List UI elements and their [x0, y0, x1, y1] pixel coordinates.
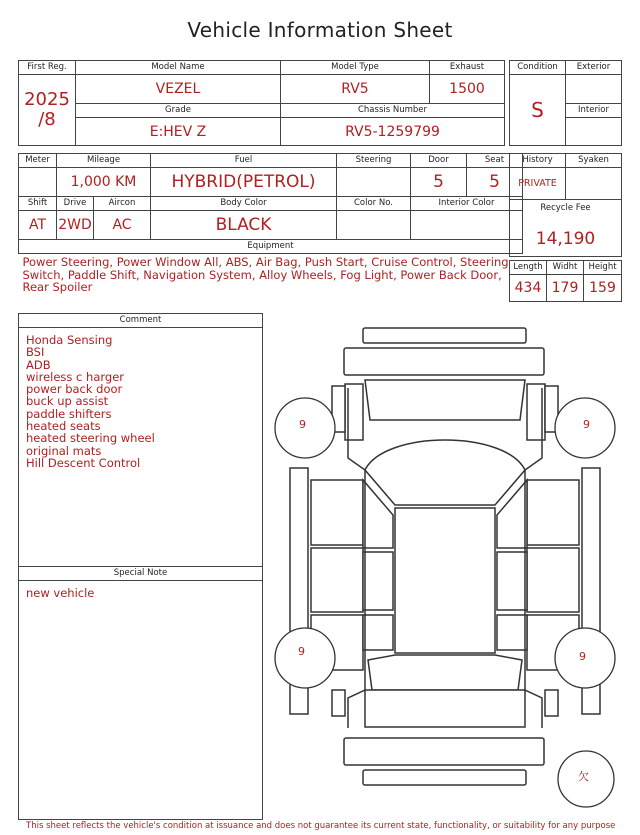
comment-line: ADB	[26, 357, 51, 372]
meter-label: Meter	[19, 154, 57, 168]
left-front-door	[311, 480, 363, 545]
recycle-fee-value: 14,190	[535, 229, 596, 249]
left-rear-glass	[363, 552, 393, 610]
equipment-value: Power Steering, Power Window All, ABS, Air Bag, Push Start, Cruise Control, Steering Switch, Paddle Shift, Navigation System, Alloy Wheels, Fog Light, Power Back Door, Rear Spoiler	[19, 254, 523, 297]
car-outline	[290, 328, 600, 785]
door-value: 5	[411, 168, 467, 197]
shift-label: Shift	[19, 197, 57, 211]
rear-fender-right-side	[545, 690, 558, 716]
left-rear-door	[311, 548, 363, 612]
height-value: 159	[584, 275, 622, 302]
fuel-label: Fuel	[151, 154, 337, 168]
roof	[395, 508, 495, 653]
left-quarter-glass	[363, 615, 393, 650]
comment-line: Honda Sensing	[26, 333, 113, 347]
special-note-value: new vehicle	[26, 586, 95, 600]
right-quarter-glass	[497, 615, 527, 650]
first-reg-label: First Reg.	[19, 61, 76, 75]
front-bumper	[344, 348, 544, 375]
sheet-title: Vehicle Information Sheet	[187, 18, 453, 42]
recycle-fee-label: Recycle Fee	[540, 203, 591, 213]
mileage-label: Mileage	[57, 154, 151, 168]
height-label: Height	[584, 261, 622, 275]
hood	[365, 380, 525, 420]
comment-line: Hill Descent Control	[26, 455, 141, 470]
chassis-number-value: RV5-1259799	[281, 118, 505, 146]
rear-fender-left-side	[332, 690, 345, 716]
length-label: Length	[510, 261, 547, 275]
equipment-label: Equipment	[19, 240, 523, 254]
rear-right-tire-mark: 9	[579, 650, 586, 663]
fuel-value: HYBRID(PETROL)	[151, 168, 337, 197]
comment-line: heated seats	[26, 419, 101, 434]
aircon-label: Aircon	[94, 197, 151, 211]
comment-line: BSI	[26, 345, 45, 360]
seat-value: 5	[467, 168, 523, 197]
first-reg-year: 2025	[24, 89, 70, 110]
rear-left-tire	[275, 628, 335, 688]
comment-line: heated steering wheel	[26, 431, 155, 446]
rear-bumper-bottom	[363, 770, 526, 785]
syaken-label: Syaken	[566, 154, 622, 168]
model-name-value: VEZEL	[76, 75, 281, 104]
comment-line: buck up assist	[26, 394, 109, 409]
back-door	[365, 690, 525, 727]
drive-value: 2WD	[57, 211, 94, 240]
front-left-tire-mark: 9	[299, 418, 306, 431]
door-label: Door	[411, 154, 467, 168]
shift-value: AT	[19, 211, 57, 240]
history-label: History	[510, 154, 566, 168]
grade-value: E:HEV Z	[76, 118, 281, 146]
exterior-label: Exterior	[566, 61, 622, 75]
rear-left-tire-mark: 9	[298, 645, 305, 658]
body-color-label: Body Color	[151, 197, 337, 211]
mileage-value: 1,000 KM	[57, 168, 151, 197]
right-rear-glass	[497, 552, 527, 610]
disclaimer-footer: This sheet reflects the vehicle's condition at issuance and does not guarantee its current state, functionality, or suitability for any purpose	[26, 821, 616, 831]
right-front-door	[527, 480, 579, 545]
seat-label: Seat	[467, 154, 523, 168]
windshield	[365, 440, 525, 505]
special-note-label: Special Note	[19, 567, 262, 581]
spare-tire-mark: 欠	[578, 770, 589, 783]
grade-label: Grade	[76, 104, 281, 118]
width-value: 179	[547, 275, 584, 302]
rear-bumper	[344, 738, 544, 765]
aircon-value: AC	[94, 211, 151, 240]
front-right-tire-mark: 9	[583, 418, 590, 431]
color-no-label: Color No.	[337, 197, 411, 211]
model-type-label: Model Type	[281, 61, 430, 75]
exhaust-value: 1500	[430, 75, 505, 104]
comment-label: Comment	[19, 314, 262, 328]
front-bumper-top	[363, 328, 526, 343]
rear-window	[368, 655, 522, 690]
history-value: PRIVATE	[510, 168, 566, 200]
length-value: 434	[510, 275, 547, 302]
comment-line: original mats	[26, 443, 102, 458]
condition-value: S	[510, 75, 566, 146]
right-rear-door	[527, 548, 579, 612]
comment-line: wireless c harger	[26, 369, 125, 384]
body-color-value: BLACK	[151, 211, 337, 240]
first-reg-month: /8	[38, 109, 56, 130]
steering-label: Steering	[337, 154, 411, 168]
condition-label: Condition	[510, 61, 566, 75]
model-name-label: Model Name	[76, 61, 281, 75]
comment-line: paddle shifters	[26, 406, 112, 421]
exhaust-label: Exhaust	[430, 61, 505, 75]
interior-color-label: Interior Color	[411, 197, 523, 211]
interior-label: Interior	[566, 104, 622, 118]
width-label: Widht	[547, 261, 584, 275]
drive-label: Drive	[57, 197, 94, 211]
model-type-value: RV5	[281, 75, 430, 104]
chassis-number-label: Chassis Number	[281, 104, 505, 118]
comment-line: power back door	[26, 382, 123, 397]
